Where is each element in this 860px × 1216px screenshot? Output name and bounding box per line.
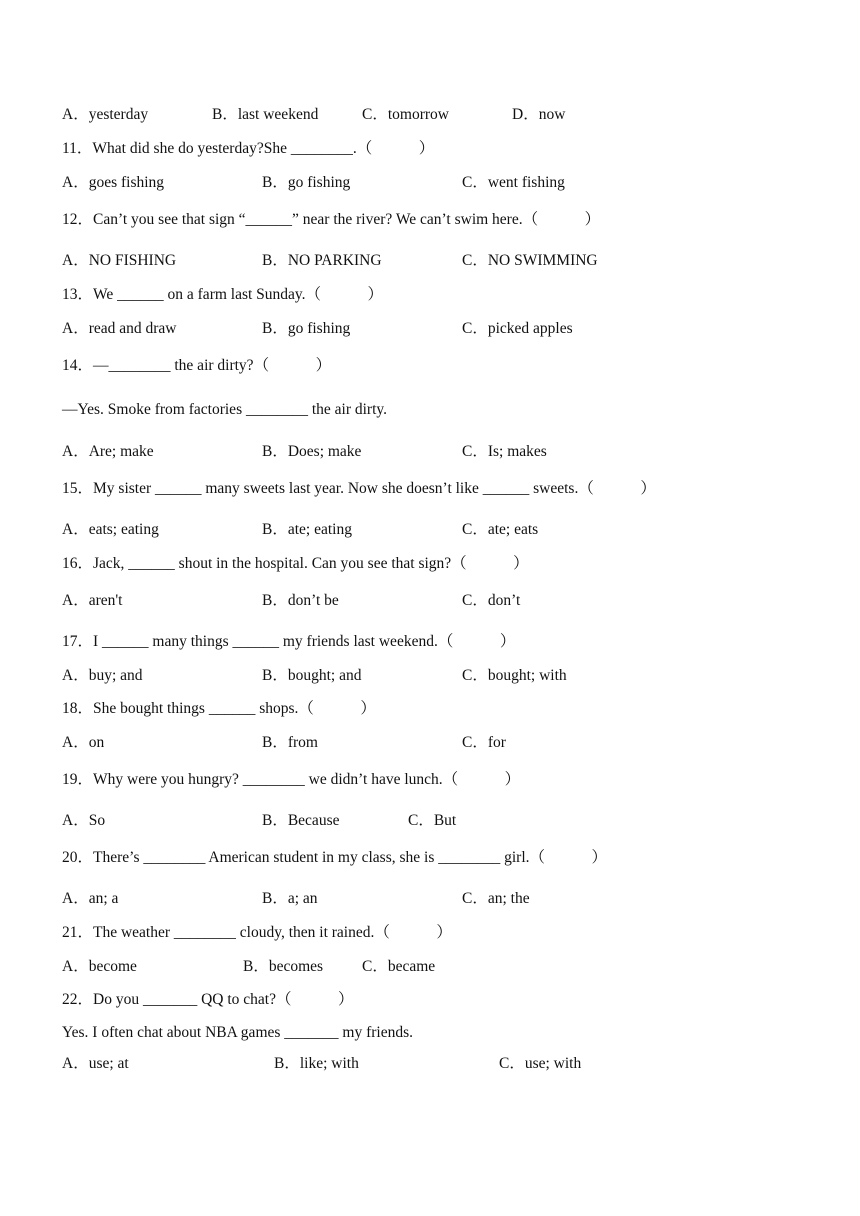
question-19: 19．Why were you hungry? ________ we didn’t have lunch.（ ） — [62, 771, 521, 788]
q12-option-a: A．NO FISHING — [62, 252, 177, 269]
question-12: 12．Can’t you see that sign “______” near the river? We can’t swim here.（ ） — [62, 211, 601, 228]
q20-option-b: B．a; an — [262, 890, 318, 907]
q19-option-a: A．So — [62, 812, 106, 829]
q17-option-c: C．bought; with — [462, 667, 567, 684]
q20-option-a: A．an; a — [62, 890, 119, 907]
q11-option-b: B．go fishing — [262, 174, 351, 191]
q14-option-a: A．Are; make — [62, 443, 154, 460]
q22-option-b: B．like; with — [274, 1055, 359, 1072]
q22-option-c: C．use; with — [499, 1055, 582, 1072]
question-16: 16．Jack, ______ shout in the hospital. Can you see that sign?（ ） — [62, 555, 529, 572]
option-b: B．last weekend — [212, 106, 319, 123]
q14-option-b: B．Does; make — [262, 443, 362, 460]
question-22: 22．Do you _______ QQ to chat?（ ） — [62, 991, 354, 1008]
q13-option-a: A．read and draw — [62, 320, 177, 337]
question-14: 14．—________ the air dirty?（ ） — [62, 357, 332, 374]
q17-option-a: A．buy; and — [62, 667, 143, 684]
q17-option-b: B．bought; and — [262, 667, 362, 684]
q21-option-a: A．become — [62, 958, 137, 975]
q13-option-c: C．picked apples — [462, 320, 573, 337]
q19-option-c: C．But — [408, 812, 457, 829]
q14-option-c: C．Is; makes — [462, 443, 547, 460]
q15-option-b: B．ate; eating — [262, 521, 352, 538]
question-13: 13．We ______ on a farm last Sunday.（ ） — [62, 286, 384, 303]
q15-option-c: C．ate; eats — [462, 521, 539, 538]
q20-option-c: C．an; the — [462, 890, 530, 907]
q12-option-b: B．NO PARKING — [262, 252, 382, 269]
question-22-response: Yes. I often chat about NBA games _______ my friends. — [62, 1024, 414, 1041]
option-c: C．tomorrow — [362, 106, 449, 123]
option-d: D．now — [512, 106, 566, 123]
q12-option-c: C．NO SWIMMING — [462, 252, 598, 269]
q22-option-a: A．use; at — [62, 1055, 129, 1072]
question-11: 11．What did she do yesterday?She ________.（ ） — [62, 140, 435, 157]
q15-option-a: A．eats; eating — [62, 521, 159, 538]
q11-option-c: C．went fishing — [462, 174, 565, 191]
q13-option-b: B．go fishing — [262, 320, 351, 337]
q16-option-c: C．don’t — [462, 592, 521, 609]
question-18: 18．She bought things ______ shops.（ ） — [62, 700, 376, 717]
question-21: 21．The weather ________ cloudy, then it rained.（ ） — [62, 924, 452, 941]
q19-option-b: B．Because — [262, 812, 340, 829]
question-20: 20．There’s ________ American student in my class, she is ________ girl.（ ） — [62, 849, 608, 866]
question-15: 15．My sister ______ many sweets last year. Now she doesn’t like ______ sweets.（ ） — [62, 480, 656, 497]
q21-option-b: B．becomes — [243, 958, 324, 975]
question-17: 17．I ______ many things ______ my friends last weekend.（ ） — [62, 633, 516, 650]
q21-option-c: C．became — [362, 958, 436, 975]
q16-option-a: A．aren't — [62, 592, 123, 609]
question-14-response: —Yes. Smoke from factories ________ the air dirty. — [62, 401, 388, 418]
option-a: A．yesterday — [62, 106, 149, 123]
q11-option-a: A．goes fishing — [62, 174, 165, 191]
q16-option-b: B．don’t be — [262, 592, 339, 609]
q18-option-a: A．on — [62, 734, 105, 751]
q18-option-c: C．for — [462, 734, 506, 751]
q18-option-b: B．from — [262, 734, 318, 751]
